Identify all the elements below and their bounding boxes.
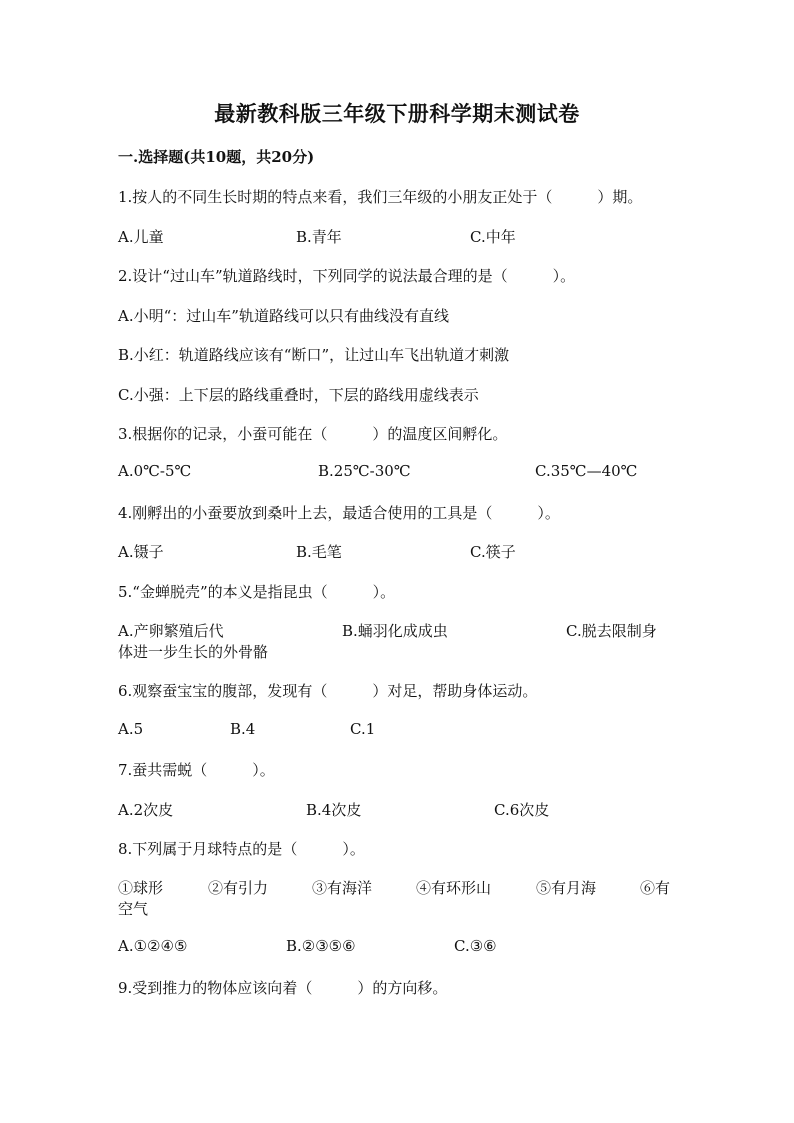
question-7-options: [118, 799, 678, 821]
option-a: A.0℃-5℃: [118, 462, 192, 480]
question-7: 7.蚕共需蜕（ ）。: [118, 761, 275, 779]
option-b: B.4: [230, 720, 256, 738]
option-a: A.小明“：过山车”轨道路线可以只有曲线没有直线: [118, 307, 449, 325]
question-6: 6.观察蚕宝宝的腹部，发现有（ ）对足，帮助身体运动。: [118, 682, 538, 700]
question-1: 1.按人的不同生长时期的特点来看，我们三年级的小朋友正处于（ ）期。: [118, 188, 643, 206]
option-a: A.儿童: [118, 228, 164, 246]
question-5-options: [118, 620, 678, 642]
question-6-options: [118, 720, 678, 742]
item-5: ⑤有月海: [536, 879, 597, 897]
option-c: C.6次皮: [494, 801, 550, 819]
question-4-options: [118, 541, 678, 563]
option-c: C.筷子: [470, 543, 516, 561]
option-c: C.小强：上下层的路线重叠时，下层的路线用虚线表示: [118, 386, 479, 404]
option-c-continuation: 体进一步生长的外骨骼: [118, 643, 269, 661]
question-1-options: [118, 226, 678, 248]
option-b: B.4次皮: [306, 801, 362, 819]
option-b: B.小红：轨道路线应该有“断口”，让过山车飞出轨道才刺激: [118, 346, 510, 364]
item-4: ④有环形山: [416, 879, 492, 897]
question-8-items: [118, 877, 678, 899]
question-5: 5.“金蝉脱壳”的本义是指昆虫（ ）。: [118, 583, 396, 601]
option-b: B.25℃-30℃: [318, 462, 411, 480]
item-6-continuation: 空气: [118, 900, 149, 918]
item-1: ①球形: [118, 879, 164, 897]
option-a: A.镊子: [118, 543, 164, 561]
option-b: B.②③⑤⑥: [286, 937, 356, 955]
section-heading: 一.选择题(共10题，共20分): [118, 148, 315, 166]
item-6: ⑥有: [640, 879, 671, 897]
page-title: 最新教科版三年级下册科学期末测试卷: [214, 101, 580, 126]
option-a: A.5: [118, 720, 144, 738]
option-b: B.青年: [296, 228, 342, 246]
option-a: A.①②④⑤: [118, 937, 188, 955]
question-8-options: [118, 937, 678, 959]
item-3: ③有海洋: [312, 879, 373, 897]
option-c: C.中年: [470, 228, 516, 246]
option-c: C.35℃—40℃: [535, 462, 638, 480]
question-9: 9.受到推力的物体应该向着（ ）的方向移。: [118, 979, 448, 997]
option-b: B.毛笔: [296, 543, 342, 561]
option-c: C.1: [350, 720, 376, 738]
option-a: A.2次皮: [118, 801, 174, 819]
question-2: 2.设计“过山车”轨道路线时，下列同学的说法最合理的是（ ）。: [118, 267, 576, 285]
option-c: C.脱去限制身: [566, 622, 657, 640]
question-3: 3.根据你的记录，小蚕可能在（ ）的温度区间孵化。: [118, 425, 508, 443]
option-a: A.产卵繁殖后代: [118, 622, 224, 640]
item-2: ②有引力: [208, 879, 269, 897]
option-c: C.③⑥: [454, 937, 497, 955]
option-b: B.蛹羽化成成虫: [342, 622, 448, 640]
question-3-options: [118, 462, 678, 484]
question-8: 8.下列属于月球特点的是（ ）。: [118, 840, 365, 858]
question-4: 4.刚孵出的小蚕要放到桑叶上去，最适合使用的工具是（ ）。: [118, 504, 560, 522]
